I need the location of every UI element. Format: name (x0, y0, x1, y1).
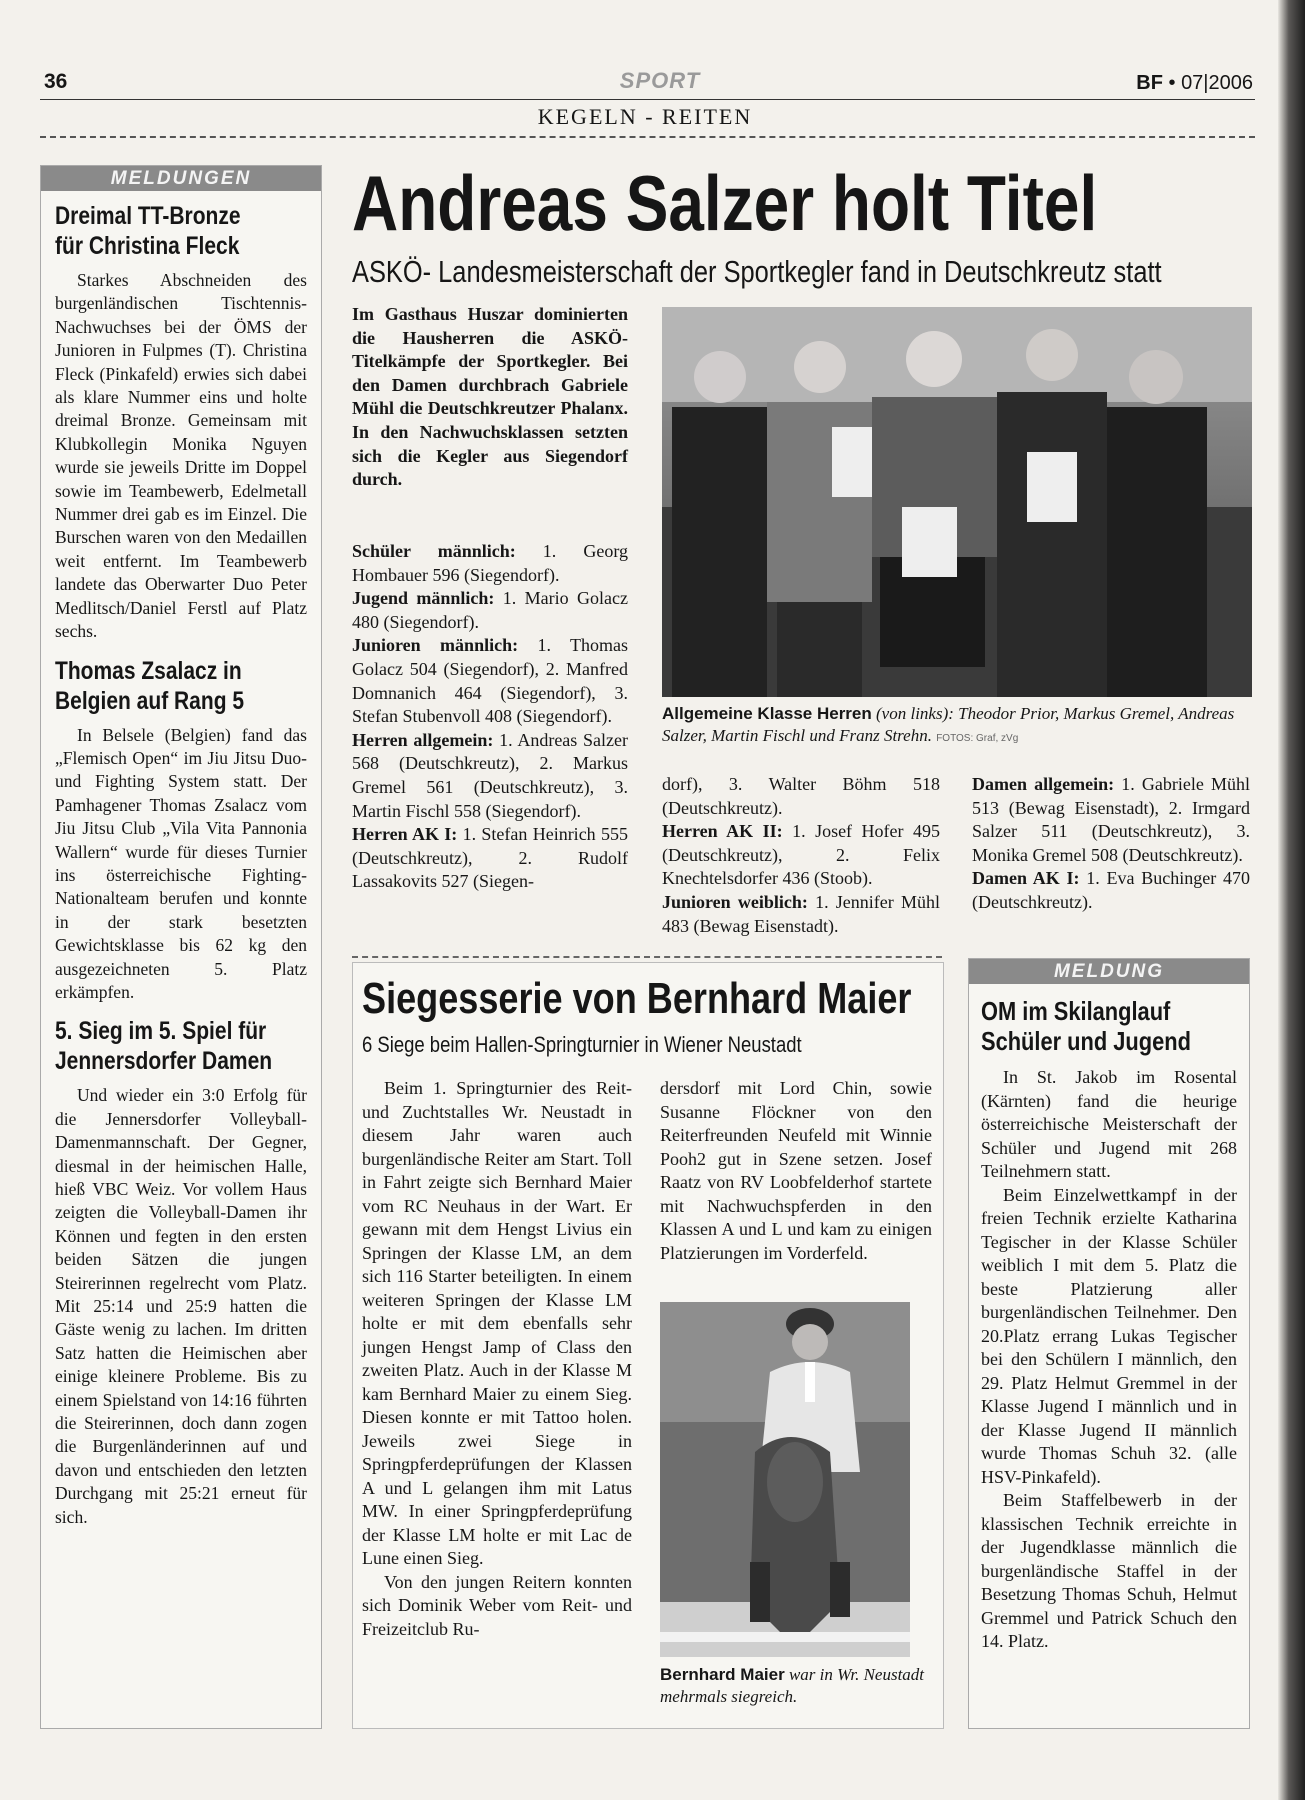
result-entry: Jugend männlich: 1. Mario Golacz 480 (Siegendorf). (352, 588, 628, 632)
result-entry: Schüler männlich: 1. Georg Hombauer 596 (Siegendorf). (352, 541, 628, 585)
rider-photo-image (660, 1302, 910, 1657)
team-photo-image (662, 307, 1252, 697)
result-entry: Herren allgemein: 1. Andreas Salzer 568 (Deutschkreutz), 2. Markus Gremel 561 (Deutschkreutz), 3. Martin Fischl 558 (Siegendorf). (352, 729, 628, 821)
results-column-2 (662, 773, 940, 938)
headline-tt-bronze: Dreimal TT-Bronze für Christina Fleck (55, 202, 241, 260)
story2-column-2: dersdorf mit Lord Chin, sowie Susanne Flöckner von den Reiterfreunden Neufeld mit Winnie Pooh2 gut in Szene setzen. Josef Raatz von RV Loobfelderhof startete mit Nachwuchspferden in den Klassen A und L und kam zu einigen Platzierungen im Vorderfeld. (660, 1078, 932, 1263)
sidebar-right (968, 958, 1250, 1729)
sidebar-right-tag: MELDUNG (969, 959, 1249, 984)
main-subheadline: ASKÖ- Landesmeisterschaft der Sportkegler fand in Deutschkreutz statt (352, 254, 1162, 289)
article-tt-bronze: Starkes Abschneiden des burgenländischen Tischtennis-Nachwuchses bei der ÖMS der Junioren in Fulpmes (T). Christina Fleck (Pinkafeld) erwies sich dabei als klare Nummer eins und holte dreimal Bronze. Gemeinsam mit Klubkollegin Monika Nguyen wurde sie jeweils Dritte im Doppel sowie im Teambewerb, Edelmetall Nummer drei gab es im Einzel. Die Burschen waren von den Medaillen weit entfernt. Im Teambewerb landete das Oberwarter Duo Peter Medlitsch/Daniel Ferstl auf Platz sechs. (55, 270, 307, 642)
publication-name: BF (1136, 72, 1163, 94)
sidebar-left-tag: MELDUNGEN (41, 166, 321, 191)
issue-info (1000, 72, 1253, 95)
page-edge-shadow (1278, 0, 1305, 1800)
main-headline: Andreas Salzer holt Titel (352, 159, 1098, 247)
article-zsalacz: In Belsele (Belgien) fand das „Flemisch Open“ im Jiu Jitsu Duo- und Fighting System statt. Der Pamhagener Thomas Zsalacz vom Jiu Jitsu Club „Vila Vita Pannonia Wallern“ wurde für dieses Turnier ins österreichische Fighting-Nationalteam berufen und konnte in der stark besetzten Gewichtsklasse bis 62 kg den ausgezeichneten 5. Platz erkämpfen. (55, 724, 307, 1002)
team-photo (662, 307, 1252, 697)
result-entry: dorf), 3. Walter Böhm 518 (Deutschkreutz). (662, 774, 940, 818)
result-entry: Junioren weiblich: 1. Jennifer Mühl 483 (Bewag Eisenstadt). (662, 891, 940, 936)
story2-dashed-rule (352, 956, 942, 958)
rider-photo-caption: Bernhard Maier war in Wr. Neustadt mehrmals siegreich. (660, 1665, 925, 1706)
page-number: 36 (44, 70, 68, 93)
result-entry: Junioren männlich: 1. Thomas Golacz 504 (Siegendorf), 2. Manfred Domnanich 464 (Siegendorf), 3. Stefan Stubenvoll 408 (Siegendorf). (352, 635, 628, 727)
headline-jennersdorf: 5. Sieg im 5. Spiel für Jennersdorfer Damen (55, 1017, 273, 1076)
headline-zsalacz: Thomas Zsalacz in Belgien auf Rang 5 (55, 656, 245, 715)
headline-skilanglauf: OM im Skilanglauf Schüler und Jugend (981, 996, 1191, 1056)
bullet: • (1168, 72, 1176, 94)
issue-number: 07|2006 (1181, 72, 1253, 94)
story2-subheadline: 6 Siege beim Hallen-Springturnier in Wiener Neustadt (362, 1032, 802, 1057)
sidebar-left (40, 165, 322, 1729)
story2-headline: Siegesserie von Bernhard Maier (362, 974, 912, 1023)
main-lead: Im Gasthaus Huszar dominierten die Hausherren die ASKÖ-Titelkämpfe der Sportkegler. Bei den Damen durchbrach Gabriele Mühl die Deutschkreutzer Phalanx. In den Nachwuchsklassen setzten sich die Kegler aus Siegendorf durch. (352, 304, 628, 490)
article-jennersdorf: Und wieder ein 3:0 Erfolg für die Jennersdorfer Volleyball-Damenmannschaft. Der Gegner, diesmal in der heimischen Halle, hieß VBC Weiz. Vor vollem Haus zeigten die Volleyball-Damen ihr Können und fegten in den ersten beiden Sätzen die jungen Steirerinnen regelrecht vom Platz. Mit 25:14 und 25:9 hatten die Gäste wenig zu lachen. Im dritten Satz hatten die Heimischen aber einige kleinere Probleme. Bis zu einem Spielstand von 14:16 führten die Steirerinnen, doch dann zogen die Burgenländerinnen auf und davon und entschieden den letzten Durchgang mit 25:21 erneut für sich. (55, 1085, 307, 1527)
results-column-1 (352, 540, 628, 894)
results-column-3 (972, 773, 1250, 915)
result-entry: Damen AK I: 1. Eva Buchinger 470 (Deutschkreutz). (972, 868, 1251, 912)
header-rule (40, 99, 1255, 100)
rider-photo (660, 1302, 910, 1657)
rubric: KEGELN - REITEN (537, 104, 753, 129)
result-entry: Herren AK I: 1. Stefan Heinrich 555 (Deutschkreutz), 2. Rudolf Lassakovits 527 (Siegen- (352, 824, 628, 892)
photo-credit: FOTOS: Graf, zVg (936, 733, 1019, 744)
result-entry: Damen allgemein: 1. Gabriele Mühl 513 (Bewag Eisenstadt), 2. Irmgard Salzer 511 (Deutschkreutz), 3. Monika Gremel 508 (Deutschkreutz). (972, 774, 1251, 865)
section-label: SPORT (619, 68, 701, 93)
header-dashed-rule (40, 136, 1255, 138)
result-entry: Herren AK II: 1. Josef Hofer 495 (Deutschkreutz), 2. Felix Knechtelsdorfer 436 (Stoob). (662, 821, 940, 889)
team-photo-caption: Allgemeine Klasse Herren (von links): Theodor Prior, Markus Gremel, Andreas Salzer, Martin Fischl und Franz Strehn. FOTOS: Graf, zVg (662, 704, 1235, 745)
story2-column-1: Beim 1. Springturnier des Reit- und Zuchtstalles Wr. Neustadt in diesem Jahr waren auch burgenländische Reiter am Start. Toll in Fahrt zeigte sich Bernhard Maier vom RC Neuhaus in der Wart. Er gewann mit dem Hengst Livius ein Springen der Klasse LM, an dem sich 116 Starter beteiligten. In einem weiteren Springen der Klasse LM holte er mit dem ebenfalls sehr jungen Hengst Jamp of Class den zweiten Platz. Auch in der Klasse M kam Bernhard Maier zu einem Sieg. Diesen konnte er mit Tattoo holen. Jeweils zwei Siege in Springpferdeprüfungen der Klassen A und L gelangen ihm mit Latus MW. In einer Springpferdeprüfung der Klasse LM holte er mit Lac de Lune einen Sieg. Von den jungen Reitern konnten sich Dominik Weber vom Reit- und Freizeitclub Ru- (362, 1078, 632, 1639)
article-skilanglauf: In St. Jakob im Rosental (Kärnten) fand die heurige österreichische Meisterschaft der Schüler und Jugend mit 268 Teilnehmern statt. Beim Einzelwettkampf in der freien Technik erzielte Katharina Tegischer in der Klasse Schüler weiblich I mit dem 5. Platz die beste Platzierung aller burgenländischen Teilnehmer. Den 20.Platz errang Lukas Tegischer bei den Schülern I männlich, den 29. Platz Helmut Gremmel in der Klasse Jugend I männlich und in der Klasse Jugend II männlich wurde Thomas Schuh 32. (alle HSV-Pinkafeld). Beim Staffelbewerb in der klassischen Technik erreichte in der Jugendklasse männlich die burgenländische Staffel in der Besetzung Thomas Schuh, Helmut Gremmel und Patrick Schuch den 14. Platz. (981, 1067, 1237, 1651)
